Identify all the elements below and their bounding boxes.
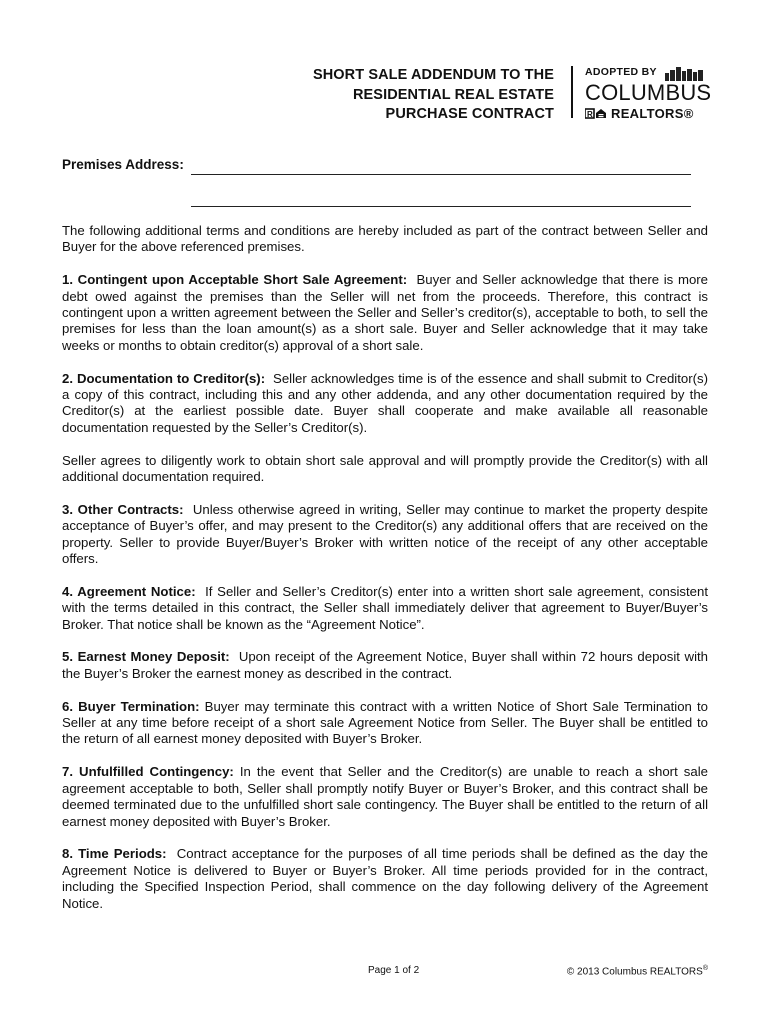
- copyright-text: © 2013 Columbus REALTORS: [566, 966, 703, 978]
- title-line-1: SHORT SALE ADDENDUM TO THE: [312, 67, 554, 83]
- addendum-body: [62, 223, 708, 928]
- registered-mark: ®: [702, 965, 708, 972]
- section-6: [62, 699, 708, 748]
- section-5-heading: 5. Earnest Money Deposit:: [62, 649, 230, 665]
- logo-columbus-text: COLUMBUS: [585, 80, 712, 105]
- section-2: [62, 371, 708, 437]
- section-2-continued: [62, 453, 708, 486]
- title-line-3: PURCHASE CONTRACT: [385, 106, 554, 122]
- intro-paragraph: The following additional terms and conditions are hereby included as part of the contract between Seller and Buyer for the above referenced premises.: [62, 223, 708, 255]
- document-title: [254, 66, 554, 125]
- premises-address-field-line-1[interactable]: [191, 174, 691, 175]
- section-6-heading: 6. Buyer Termination:: [62, 698, 200, 714]
- title-line-2: RESIDENTIAL REAL ESTATE: [352, 86, 554, 103]
- equal-housing-icon: [585, 108, 609, 119]
- section-5-text: Upon receipt of the Agreement Notice, Buyer shall within 72 hours deposit with the Buyer’s Broker the earnest money as described in the contract.: [62, 649, 708, 681]
- section-1-text: Buyer and Seller acknowledge that there is more debt owed against the premises than the Seller will net from the proceeds. Therefore, this contract is contingent upon a written agreement between the Seller and Seller’s creditor(s), acceptable to both, to sell the premises for less than the loan amount(s) as a short sale. Buyer and Seller acknowledge that it may take weeks or months to obtain creditor(s) approval of a short sale.: [62, 272, 708, 353]
- section-2b-text: Seller agrees to diligently work to obtain short sale approval and will promptly provide the Creditor(s) with all additional documentation required.: [62, 452, 708, 485]
- section-8-heading: 8. Time Periods:: [62, 846, 167, 862]
- section-4-text: If Seller and Seller’s Creditor(s) enter into a written short sale agreement, consistent with the terms detailed in this contract, the Seller shall immediately deliver that agreement to Buyer/Buyer’s Broker. That notice shall be known as the “Agreement Notice”.: [62, 583, 708, 632]
- section-2-text: Seller acknowledges time is of the essence and shall submit to Creditor(s) a copy of this contract, including this and any other addenda, and any other documentation required by the Creditor(s) at the earliest possible date. Buyer shall cooperate and make available all reasonable documentation requested by the Seller’s Creditor(s).: [62, 370, 708, 435]
- section-7: [62, 764, 708, 830]
- building-skyline-icon: [665, 67, 705, 81]
- page-number: Page 1 of 2: [368, 965, 420, 976]
- section-4-heading: 4. Agreement Notice:: [62, 583, 196, 599]
- premises-address-label: Premises Address:: [62, 157, 184, 172]
- section-3: [62, 502, 708, 568]
- section-3-heading: 3. Other Contracts:: [62, 501, 184, 517]
- section-6-text: Buyer may terminate this contract with a written Notice of Short Sale Termination to Seller at any time before receipt of a short sale Agreement Notice from Seller. The Buyer shall be entitled to the return of all earnest money deposited with Buyer’s Broker.: [62, 698, 708, 747]
- header-divider: [571, 66, 573, 118]
- svg-text:R: R: [587, 110, 593, 119]
- section-7-heading: 7. Unfulfilled Contingency:: [62, 764, 234, 780]
- section-8-text: Contract acceptance for the purposes of all time periods shall be defined as the day the Agreement Notice is delivered to Buyer or Buyer’s Broker. All time periods provided for in the contract, including the Specified Inspection Period, shall commence on the day following delivery of the Agreement Notice.: [62, 846, 708, 911]
- section-5: [62, 649, 708, 682]
- section-8: [62, 846, 708, 912]
- section-2-heading: 2. Documentation to Creditor(s):: [62, 370, 266, 386]
- section-7-text: In the event that Seller and the Creditor(s) are unable to reach a short sale agreement acceptable to both, Seller shall promptly notify Buyer or Buyer’s Broker, and this contract shall be deemed terminated due to the unfulfilled short sale contingency. The Buyer shall be entitled to the return of all earnest money deposited with Buyer’s Broker.: [62, 764, 708, 829]
- copyright-notice: [567, 965, 708, 977]
- logo-adopted-by: ADOPTED BY: [585, 66, 657, 78]
- section-4: [62, 584, 708, 633]
- logo-realtors-text: REALTORS®: [611, 106, 694, 121]
- premises-address-field-line-2[interactable]: [191, 206, 691, 207]
- columbus-realtors-logo: [585, 65, 715, 123]
- section-3-text: Unless otherwise agreed in writing, Seller may continue to market the property despite acceptance of Buyer’s offer, and may present to the Creditor(s) any additional offers that are received on the property. Seller to provide Buyer/Buyer’s Broker with written notice of the receipt of any other acceptable offers.: [62, 501, 708, 567]
- section-1-heading: 1. Contingent upon Acceptable Short Sale Agreement:: [62, 272, 408, 288]
- section-1: [62, 272, 708, 354]
